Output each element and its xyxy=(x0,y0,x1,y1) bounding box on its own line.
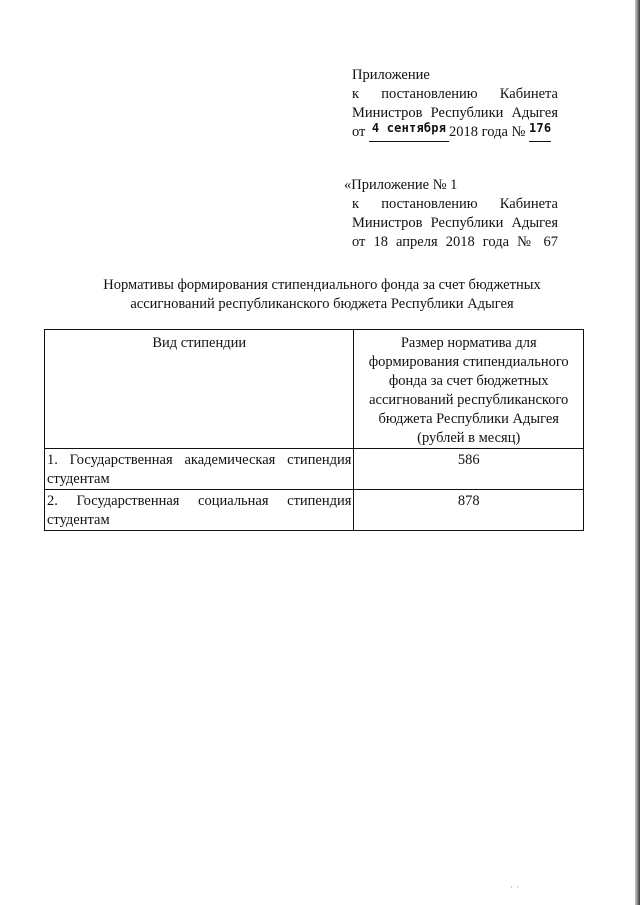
original-annex-header xyxy=(344,176,558,252)
number-fill-line xyxy=(529,123,551,142)
scholarship-type-line: 1. Государственная академическая стипендия xyxy=(47,452,352,468)
date-suffix: 2018 года № xyxy=(449,124,526,140)
norms-table xyxy=(44,329,584,531)
scholarship-type-cell xyxy=(45,449,354,490)
original-resolution-line: к постановлению Кабинета xyxy=(352,196,558,212)
original-date-line: от 18 апреля 2018 года № 67 xyxy=(352,234,558,250)
header-size-line: Размер норматива для xyxy=(400,335,537,351)
scan-page-edge xyxy=(635,0,640,905)
norm-value-cell: 586 xyxy=(354,449,584,490)
table-row xyxy=(45,449,584,490)
annex-resolution-line: к постановлению Кабинета xyxy=(352,86,558,102)
annex-header xyxy=(352,66,558,142)
annex-label: Приложение xyxy=(352,67,430,83)
header-size-line: (рублей в месяц) xyxy=(417,430,521,446)
handwritten-number: 176 xyxy=(528,121,552,135)
table-row xyxy=(45,490,584,531)
scholarship-type-line: студентам xyxy=(47,512,110,528)
scholarship-type-line: 2. Государственная социальная стипендия xyxy=(47,493,352,509)
title-line-2: ассигнований республиканского бюджета Республики Адыгея xyxy=(130,296,514,312)
norm-value-cell: 878 xyxy=(354,490,584,531)
scan-specks: · · xyxy=(510,883,521,892)
header-size-line: ассигнований республиканского xyxy=(369,392,569,408)
header-size-line: фонда за счет бюджетных xyxy=(388,373,549,389)
annex-cabinet-line: Министров Республики Адыгея xyxy=(352,105,558,121)
scholarship-type-line: студентам xyxy=(47,471,110,487)
date-fill-line xyxy=(369,123,449,142)
header-size-line: формирования стипендиального xyxy=(368,354,569,370)
table-header-row xyxy=(45,330,584,449)
original-cabinet-line: Министров Республики Адыгея xyxy=(352,215,558,231)
header-scholarship-type: Вид стипендии xyxy=(45,330,354,449)
title-line-1: Нормативы формирования стипендиального фонда за счет бюджетных xyxy=(103,277,541,293)
handwritten-date: 4 сентября xyxy=(371,121,447,135)
header-norm-size xyxy=(354,330,584,449)
document-title xyxy=(62,276,582,314)
date-prefix: от xyxy=(352,124,366,140)
annex-date-line xyxy=(352,123,558,142)
scholarship-type-cell xyxy=(45,490,354,531)
original-annex-label: «Приложение № 1 xyxy=(344,177,458,193)
header-size-line: бюджета Республики Адыгея xyxy=(378,411,559,427)
